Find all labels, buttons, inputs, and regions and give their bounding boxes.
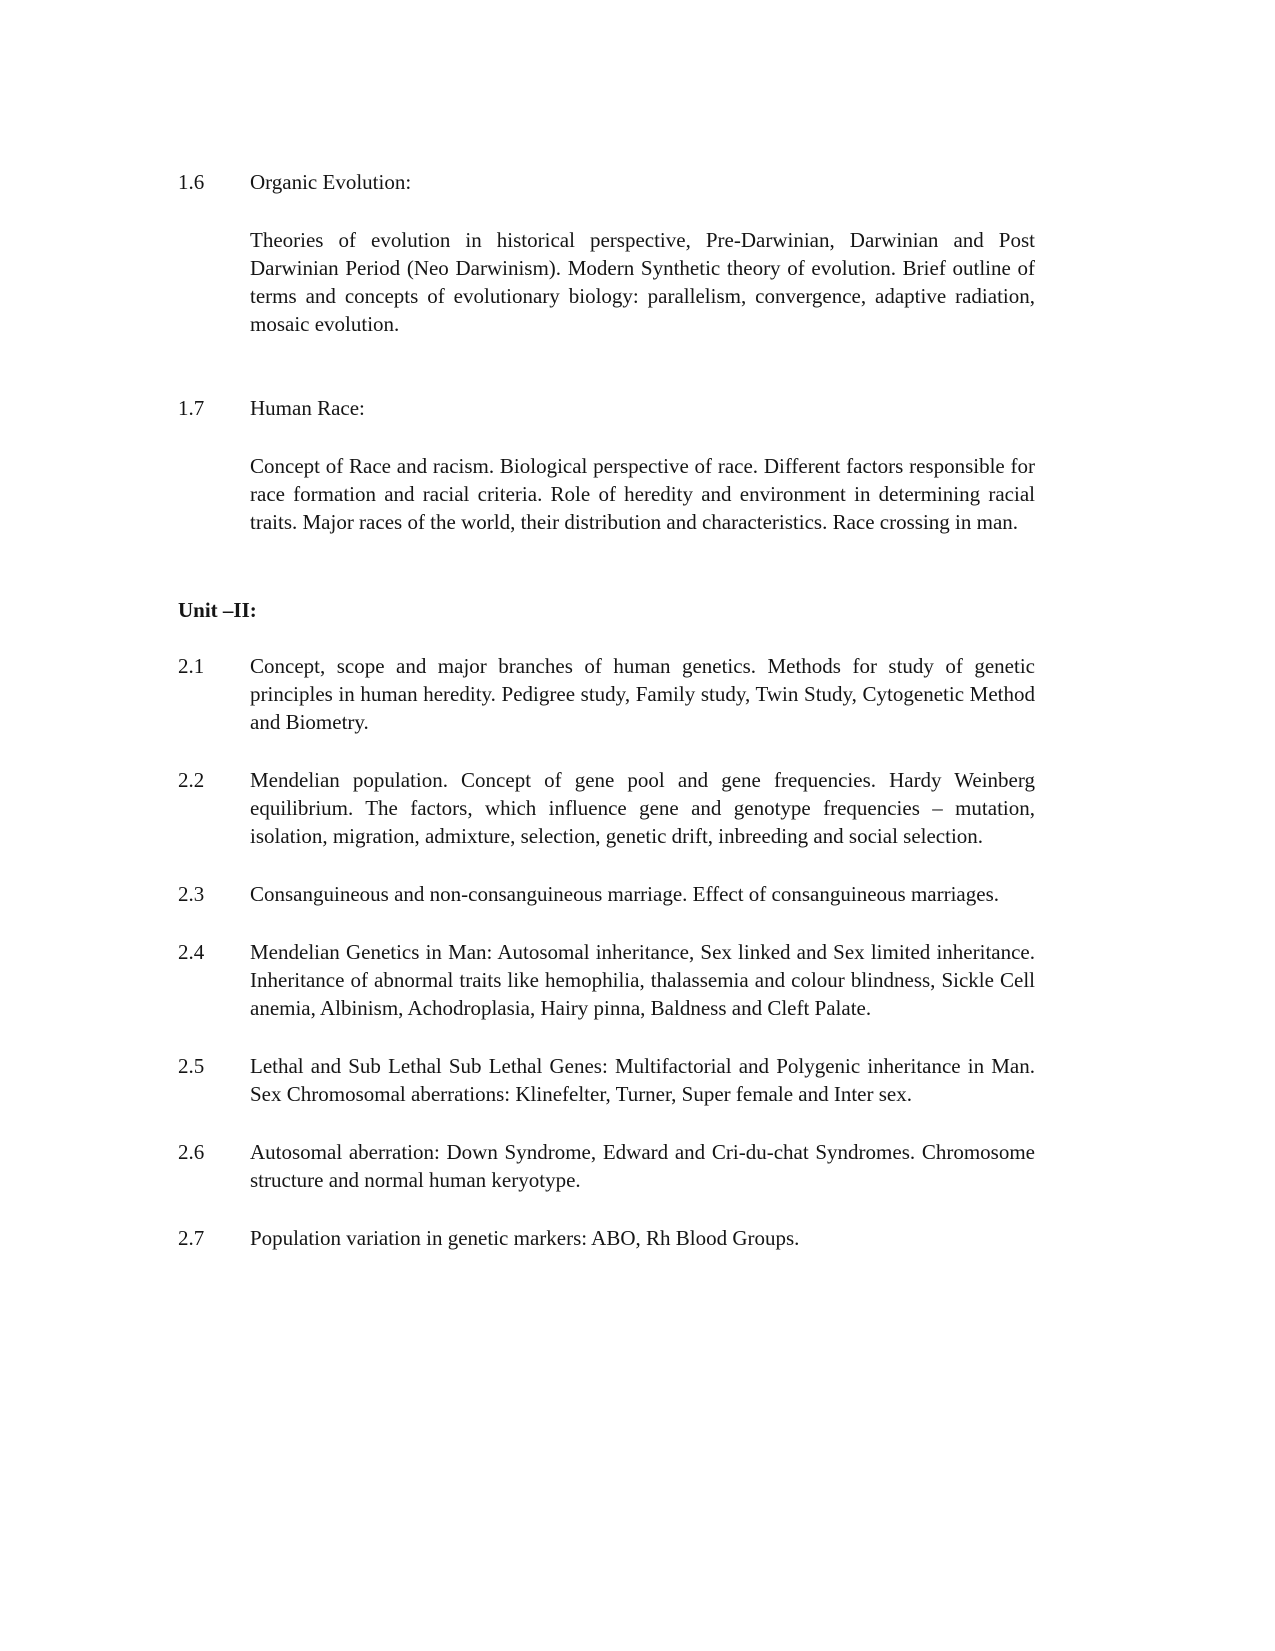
section-heading-row-1-6	[178, 168, 1035, 196]
unit-heading: Unit –II:	[178, 598, 257, 622]
item-number: 2.7	[178, 1226, 205, 1250]
item-body: Concept, scope and major branches of human genetics. Methods for study of genetic principles in human heredity. Pedigree study, Family study, Twin Study, Cytogenetic Method and Biometry.	[250, 654, 1035, 734]
item-number: 2.2	[178, 768, 205, 792]
item-number: 2.6	[178, 1140, 205, 1164]
section-body: Theories of evolution in historical perspective, Pre-Darwinian, Darwinian and Post Darwinian Period (Neo Darwinism). Modern Synthetic theory of evolution. Brief outline of terms and concepts of evolutionary biology: parallelism, convergence, adaptive radiation, mosaic evolution.	[250, 228, 1035, 336]
syllabus-item-2-5	[178, 1052, 1035, 1108]
item-number: 2.4	[178, 940, 205, 964]
item-body: Lethal and Sub Lethal Sub Lethal Genes: Multifactorial and Polygenic inheritance in Man. Sex Chromosomal aberrations: Klinefelter, Turner, Super female and Inter sex.	[250, 1054, 1035, 1106]
item-body: Consanguineous and non-consanguineous marriage. Effect of consanguineous marriages.	[250, 882, 999, 906]
item-number: 2.1	[178, 654, 205, 678]
syllabus-item-2-1	[178, 652, 1035, 736]
item-body: Mendelian population. Concept of gene pool and gene frequencies. Hardy Weinberg equilibrium. The factors, which influence gene and genotype frequencies – mutation, isolation, migration, admixture, selection, genetic drift, inbreeding and social selection.	[250, 768, 1035, 848]
section-body: Concept of Race and racism. Biological perspective of race. Different factors responsible for race formation and racial criteria. Role of heredity and environment in determining racial traits. Major races of the world, their distribution and characteristics. Race crossing in man.	[250, 454, 1035, 534]
item-body: Mendelian Genetics in Man: Autosomal inheritance, Sex linked and Sex limited inheritance. Inheritance of abnormal traits like hemophilia, thalassemia and colour blindness, Sickle Cell anemia, Albinism, Achodroplasia, Hairy pinna, Baldness and Cleft Palate.	[250, 940, 1035, 1020]
section-number: 1.7	[178, 396, 205, 420]
section-number: 1.6	[178, 170, 205, 194]
syllabus-item-2-3	[178, 880, 1035, 908]
section-heading-row-1-7	[178, 394, 1035, 422]
item-number: 2.3	[178, 882, 205, 906]
syllabus-item-2-4	[178, 938, 1035, 1022]
syllabus-item-2-7	[178, 1224, 1035, 1252]
syllabus-item-2-2	[178, 766, 1035, 850]
section-heading: Organic Evolution:	[250, 170, 412, 194]
item-body: Autosomal aberration: Down Syndrome, Edward and Cri-du-chat Syndromes. Chromosome structure and normal human keryotype.	[250, 1140, 1035, 1192]
section-heading: Human Race:	[250, 396, 365, 420]
item-number: 2.5	[178, 1054, 205, 1078]
item-body: Population variation in genetic markers: ABO, Rh Blood Groups.	[250, 1226, 800, 1250]
syllabus-item-2-6	[178, 1138, 1035, 1194]
